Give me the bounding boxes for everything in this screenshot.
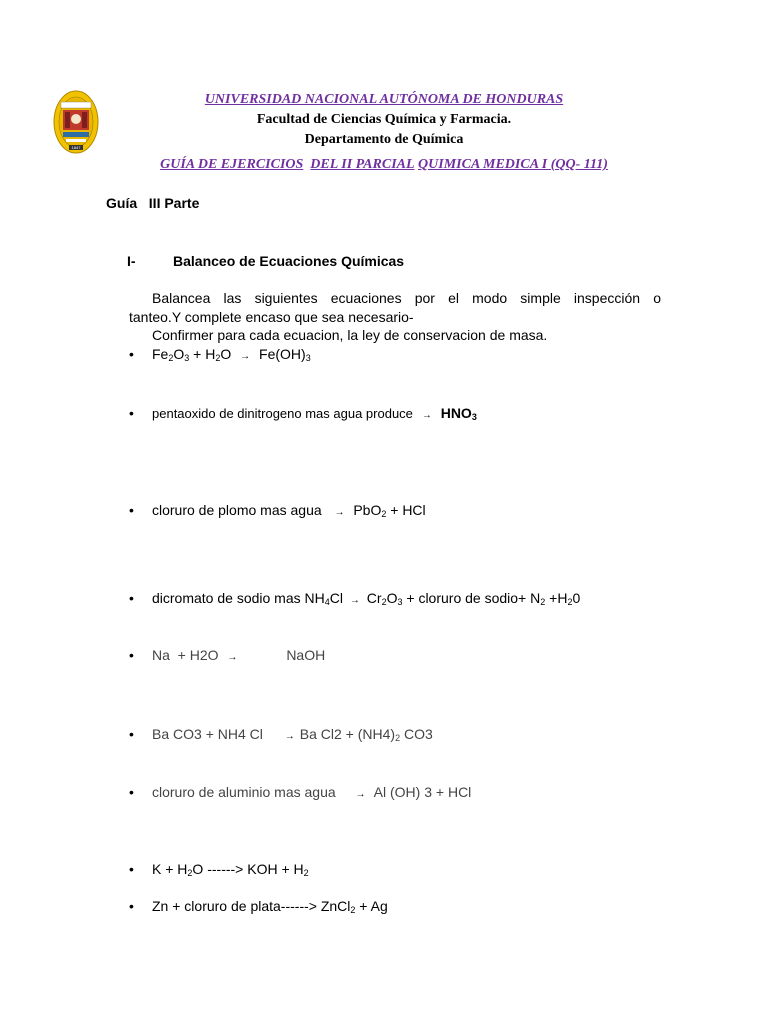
list-item: • pentaoxido de dinitrogeno mas agua produce → $HNO_3$ [129, 405, 477, 422]
bullet-icon: • [129, 784, 134, 800]
list-item: • Ba CO3 + NH4 Cl → Ba $Cl2 + (NH4)_2$ CO3 [129, 726, 433, 743]
guide-title-part1: GUÍA DE EJERCICIOS [160, 157, 304, 172]
bullet-icon: • [129, 647, 134, 663]
bullet-icon: • [129, 405, 134, 421]
arrow-icon: → [334, 507, 345, 518]
logo-year: 1847 [71, 145, 81, 150]
bullet-icon: • [129, 502, 134, 518]
bullet-icon: • [129, 861, 134, 877]
faculty-name: Facultad de Ciencias Química y Farmacia. [256, 112, 512, 127]
section-number: I- [127, 253, 136, 269]
section-title: Balanceo de Ecuaciones Químicas [173, 253, 405, 269]
bullet-icon: • [129, 590, 134, 606]
arrow-icon: → [284, 731, 295, 742]
guide-title [0, 157, 768, 173]
bullet-icon: • [129, 898, 134, 914]
instructions-line3: Confirmer para cada ecuacion, la ley de conservacion de masa. [152, 327, 548, 343]
list-item: • dicromato de sodio mas $NH_4Cl \to Cr_2O_3$ + cloruro de sodio+ $N_2 +H_20$ [129, 590, 581, 607]
list-item: • cloruro de aluminio mas agua → Al (OH) 3 + HCl [129, 784, 472, 800]
bullet-icon: • [129, 726, 134, 742]
list-item: • cloruro de plomo mas agua → PbO$_2$ + HCl [129, 502, 426, 519]
arrow-icon: → [240, 351, 251, 362]
bullet-icon: • [129, 346, 134, 362]
instructions-line1: Balancea las siguientes ecuaciones por el modo simple inspección o [152, 290, 661, 306]
list-item: • $K + H_2O$ ------> KOH + $H_2$ [129, 861, 309, 878]
arrow-icon: → [349, 595, 360, 606]
arrow-icon: → [355, 789, 366, 800]
guide-part-heading: Guía III Parte [106, 195, 200, 211]
list-item: • Na + H2O → NaOH [129, 647, 326, 663]
guide-title-part3: QUIMICA MEDICA I (QQ- 111) [418, 157, 608, 172]
department-name: Departamento de Química [304, 132, 464, 147]
list-item: • $Fe_2O_3 + H_2O \to Fe(OH)_3$ [129, 346, 311, 363]
arrow-icon: → [421, 410, 432, 421]
list-item: • Zn + cloruro de plata------> ZnCl$_2$ + Ag [129, 898, 388, 915]
guide-title-part2: DEL II PARCIAL [310, 157, 415, 172]
arrow-icon: → [227, 652, 238, 663]
university-title: UNIVERSIDAD NACIONAL AUTÓNOMA DE HONDURAS [204, 92, 564, 107]
instructions-line2: tanteo.Y complete encaso que sea necesario- [129, 309, 414, 325]
